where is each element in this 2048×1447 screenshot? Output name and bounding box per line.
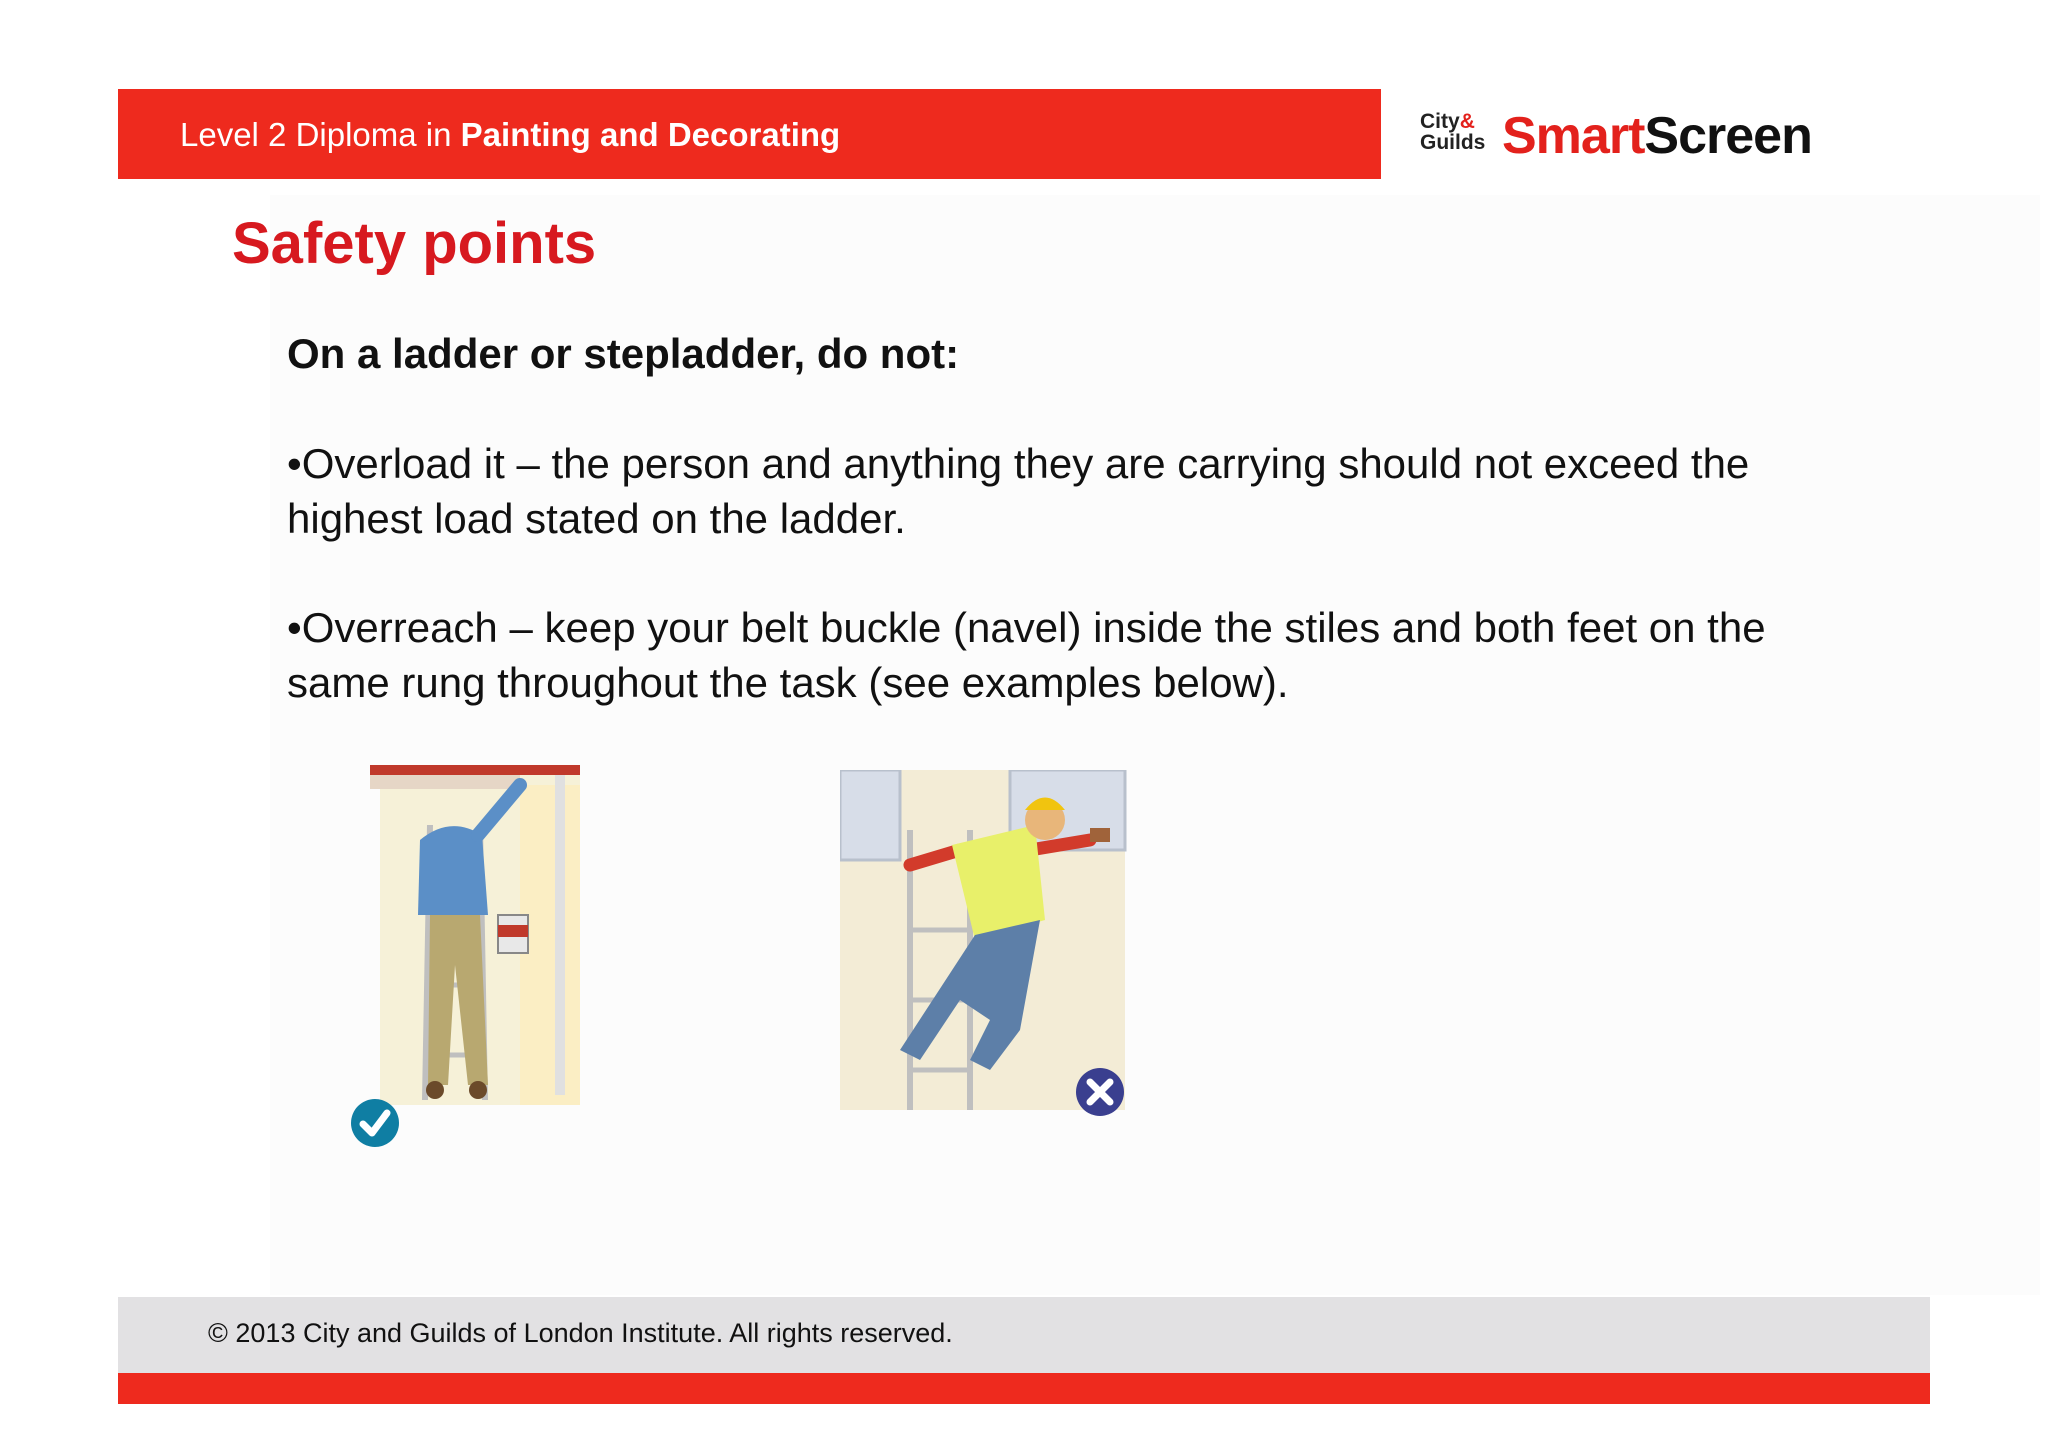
logo-amp: &	[1459, 110, 1475, 133]
logo-smart: Smart	[1502, 107, 1645, 165]
course-title-name: Painting and Decorating	[460, 116, 841, 153]
course-title-prefix: Level 2 Diploma in	[180, 116, 461, 153]
footer-bar	[118, 1297, 1930, 1373]
cross-icon	[1075, 1067, 1125, 1117]
slide-subtitle: On a ladder or stepladder, do not:	[287, 330, 960, 377]
city-guilds-smartscreen-logo	[1420, 108, 1840, 164]
correct-ladder-illustration	[370, 765, 580, 1145]
slide-title: Safety points	[232, 211, 597, 276]
course-title	[180, 117, 840, 153]
logo-city: City	[1420, 110, 1460, 133]
bullet-overreach: •Overreach – keep your belt buckle (navel) inside the stiles and both feet on the same rung throughout the task (see examples below).	[287, 604, 1766, 706]
copyright-notice: © 2013 City and Guilds of London Institute. All rights reserved.	[208, 1318, 953, 1348]
city-guilds-logo-text	[1420, 111, 1490, 153]
header-bar	[118, 89, 1381, 179]
logo-screen: Screen	[1644, 107, 1812, 165]
check-icon	[350, 1098, 400, 1148]
footer-red-stripe	[118, 1373, 1930, 1404]
smartscreen-wordmark	[1502, 108, 1812, 164]
bullet-overload: •Overload it – the person and anything they are carrying should not exceed the highest load stated on the ladder.	[287, 440, 1750, 542]
logo-guilds: Guilds	[1420, 131, 1486, 154]
